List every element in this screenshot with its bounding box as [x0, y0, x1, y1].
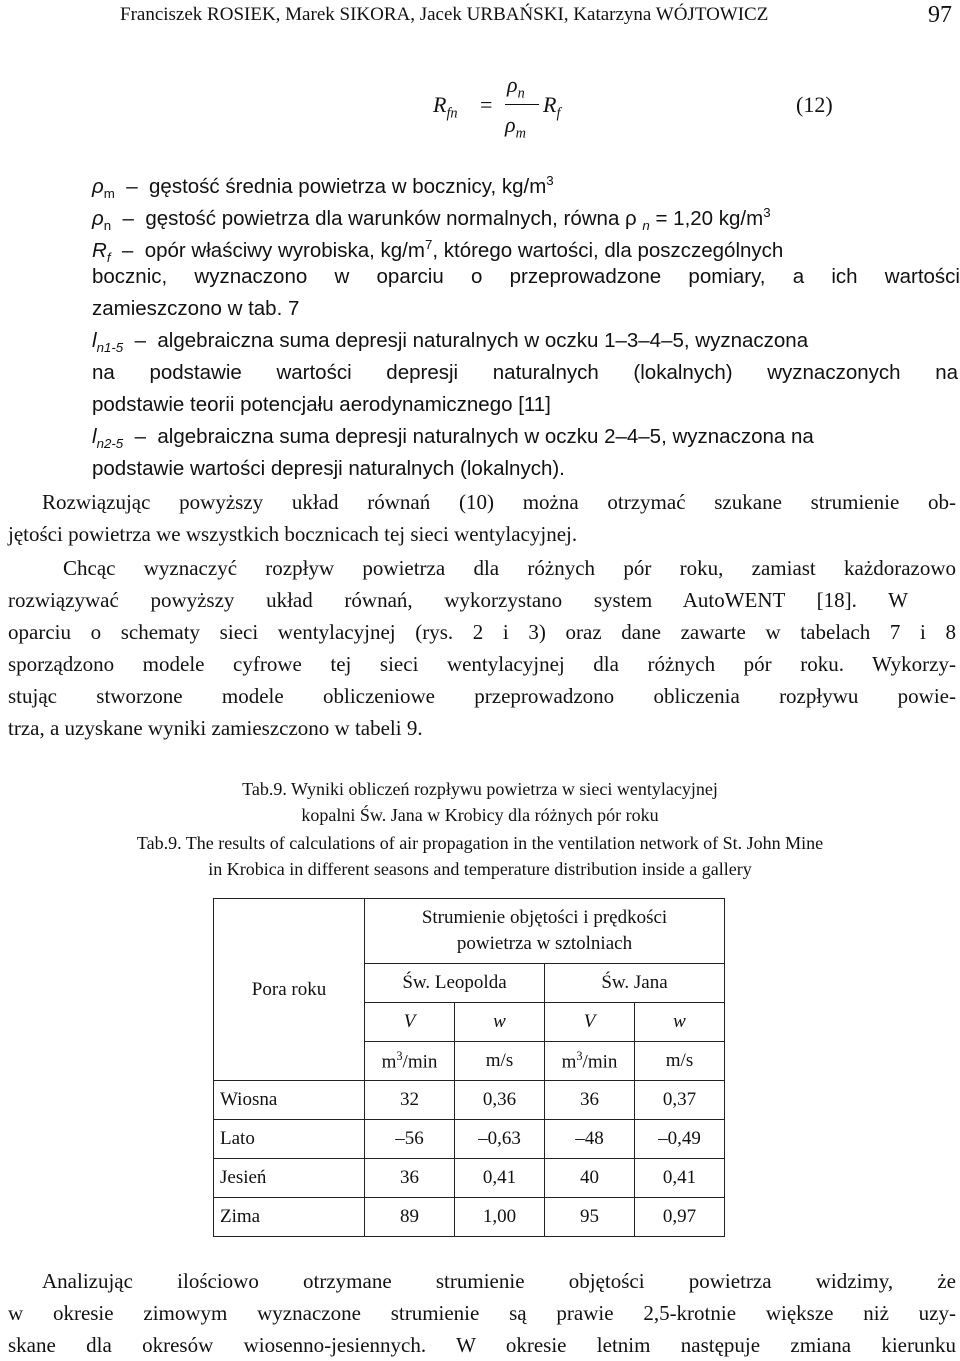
- eq-lhs-sub: fn: [446, 105, 458, 122]
- def-rho-n-text-b: = 1,20 kg/m: [655, 206, 764, 230]
- caption-en-line-2: in Krobica in different seasons and temperature distribution inside a gallery: [208, 859, 752, 879]
- def-rf-text-a: opór właściwy wyrobiska, kg/m: [144, 238, 425, 262]
- caption-pl-line-1: Tab.9. Wyniki obliczeń rozpływu powietrza w sieci wentylacyjnej: [242, 779, 718, 799]
- season-column-header: [214, 899, 365, 1081]
- value-cell: –0,63: [455, 1120, 545, 1159]
- value-cell: –56: [365, 1120, 455, 1159]
- unit-flow-base: m: [561, 1051, 577, 1073]
- eq-lhs: R: [433, 92, 447, 117]
- value-cell: 95: [545, 1198, 635, 1237]
- def-ln15-line2: na podstawie wartości depresji naturalnych (lokalnych) wyznaczonych na: [92, 361, 958, 384]
- adit-header-jana: [545, 964, 725, 1003]
- eq-denominator-sub: m: [515, 125, 526, 142]
- eq-equals: =: [480, 92, 493, 117]
- page-number: 97: [928, 2, 952, 28]
- eq-denominator: ρ: [505, 112, 516, 137]
- def-rf-line3: zamieszczono w tab. 7: [92, 297, 300, 320]
- equation-number: (12): [796, 92, 833, 117]
- unit-flow-exp: 3: [576, 1048, 583, 1063]
- value-cell: 36: [545, 1081, 635, 1120]
- adit1-label: Św. Leopolda: [402, 972, 507, 993]
- unit-flow-exp: 3: [396, 1048, 403, 1063]
- season-cell: Lato: [214, 1120, 365, 1159]
- paragraph-3-line-1: Analizując ilościowo otrzymane strumienie objętości powietrza widzimy, że: [42, 1269, 956, 1293]
- paragraph-2-line-3: oparciu o schematy sieci wentylacyjnej (rys. 2 i 3) oraz dane zawarte w tabelach 7 i 8: [8, 620, 956, 644]
- def-ln15-text: algebraiczna suma depresji naturalnych w oczku 1–3–4–5, wyznaczona: [157, 329, 809, 352]
- paragraph-3-line-3: skane dla okresów wiosenno-jesiennych. W okresie letnim następuje zmiana kierunku: [8, 1333, 956, 1357]
- def-rf-line2: bocznic, wyznaczono w oparciu o przeprowadzone pomiary, a ich wartości: [92, 265, 960, 288]
- eq-rhs: R: [543, 92, 557, 117]
- table-header-row: [214, 899, 725, 964]
- eq-numerator-sub: n: [517, 85, 525, 102]
- fraction-bar: [505, 104, 539, 105]
- unit-cell: [635, 1042, 725, 1081]
- value-cell: 89: [365, 1198, 455, 1237]
- adit2-label: Św. Jana: [601, 972, 668, 993]
- var-cell: [455, 1003, 545, 1042]
- value-cell: 0,41: [635, 1159, 725, 1198]
- table-row: [214, 1159, 725, 1198]
- results-table: [213, 898, 725, 1237]
- def-rho-n: $\rho_n$ – gęstość powietrza dla warunków normalnych, równa ρ $_n$ = 1,20 $kg/m^3$: [92, 205, 771, 233]
- def-ln25: $l_{n2-5}$ – algebraiczna suma depresji naturalnych w oczku 2–4–5, wyznaczona na: [92, 425, 814, 452]
- table-row: [214, 1120, 725, 1159]
- unit-speed: m/s: [665, 1050, 694, 1071]
- paragraph-2-line-2: rozwiązywać powyższy układ równań, wykorzystano system AutoWENT [18]. W: [8, 588, 908, 612]
- unit-flow-rest: /min: [402, 1051, 438, 1073]
- unit-cell: [455, 1042, 545, 1081]
- value-cell: –48: [545, 1120, 635, 1159]
- unit-cell: [545, 1042, 635, 1081]
- season-cell: Jesień: [214, 1159, 365, 1198]
- paragraph-3-line-2: w okresie zimowym wyznaczone strumienie są prawie 2,5-krotnie większe niż uzy-: [8, 1301, 956, 1325]
- def-rho-n-text-a: gęstość powietrza dla warunków normalnych, równa ρ: [145, 206, 637, 230]
- unit-speed: m/s: [485, 1050, 514, 1071]
- paragraph-1-line-1: Rozwiązując powyższy układ równań (10) można otrzymać szukane strumienie ob-: [42, 490, 956, 514]
- var-cell: [635, 1003, 725, 1042]
- value-cell: 0,37: [635, 1081, 725, 1120]
- caption-pl-line-2: kopalni Św. Jana w Krobicy dla różnych pór roku: [301, 805, 659, 825]
- var-w-label: w: [673, 1011, 686, 1032]
- def-rf: $R_f$ – opór właściwy wyrobiska, $kg/m^7$, którego wartości, dla poszczególnych: [92, 237, 784, 265]
- eq-rhs-sub: f: [556, 105, 561, 122]
- group-header-line-2: powietrza w sztolniach: [456, 933, 633, 954]
- group-header: [365, 899, 725, 964]
- value-cell: 40: [545, 1159, 635, 1198]
- eq-numerator: ρ: [507, 72, 518, 97]
- value-cell: 36: [365, 1159, 455, 1198]
- def-ln25-line2: podstawie wartości depresji naturalnych (lokalnych).: [92, 457, 565, 480]
- def-rho-m: $\rho_m$ – gęstość średnia powietrza w bocznicy, $kg/m^3$: [92, 173, 554, 201]
- season-cell: Zima: [214, 1198, 365, 1237]
- def-ln15: $l_{n1-5}$ – algebraiczna suma depresji naturalnych w oczku 1–3–4–5, wyznaczona: [92, 329, 809, 356]
- var-v-label: V: [583, 1011, 596, 1032]
- var-cell: [545, 1003, 635, 1042]
- value-cell: 1,00: [455, 1198, 545, 1237]
- var-v-label: V: [403, 1011, 416, 1032]
- value-cell: –0,49: [635, 1120, 725, 1159]
- paragraph-2-line-5: stując stworzone modele obliczeniowe przeprowadzono obliczenia rozpływu powie-: [8, 684, 956, 708]
- unit-cell: [365, 1042, 455, 1081]
- table-row: [214, 1081, 725, 1120]
- value-cell: 0,41: [455, 1159, 545, 1198]
- season-header-label: Pora roku: [251, 978, 327, 1000]
- def-ln15-line3: podstawie teorii potencjału aerodynamicznego [11]: [92, 393, 551, 416]
- paragraph-2-line-4: sporządzono modele cyfrowe tej sieci wentylacyjnej dla różnych pór roku. Wykorzy-: [8, 652, 956, 676]
- group-header-line-1: Strumienie objętości i prędkości: [421, 907, 668, 928]
- value-cell: 32: [365, 1081, 455, 1120]
- unit-flow-base: m: [381, 1051, 397, 1073]
- var-cell: [365, 1003, 455, 1042]
- def-ln25-text: algebraiczna suma depresji naturalnych w oczku 2–4–5, wyznaczona na: [157, 425, 814, 448]
- paragraph-2-line-1: Chcąc wyznaczyć rozpływ powietrza dla różnych pór roku, zamiast każdorazowo: [63, 556, 956, 580]
- caption-en-line-1: Tab.9. The results of calculations of air propagation in the ventilation network of St. John Mine: [136, 833, 824, 853]
- paragraph-2-line-6: trza, a uzyskane wyniki zamieszczono w tabeli 9.: [8, 716, 423, 740]
- var-w-label: w: [493, 1011, 506, 1032]
- adit-header-leopolda: [365, 964, 545, 1003]
- value-cell: 0,36: [455, 1081, 545, 1120]
- def-rf-text-b: , którego wartości, dla poszczególnych: [432, 238, 784, 262]
- unit-flow-rest: /min: [582, 1051, 618, 1073]
- paragraph-1-line-2: jętości powietrza we wszystkich bocznicach tej sieci wentylacyjnej.: [8, 522, 578, 546]
- value-cell: 0,97: [635, 1198, 725, 1237]
- table-row: [214, 1198, 725, 1237]
- running-header: Franciszek ROSIEK, Marek SIKORA, Jacek URBAŃSKI, Katarzyna WÓJTOWICZ: [120, 4, 769, 25]
- def-rho-m-text: gęstość średnia powietrza w bocznicy, kg/m: [149, 174, 547, 198]
- season-cell: Wiosna: [214, 1081, 365, 1120]
